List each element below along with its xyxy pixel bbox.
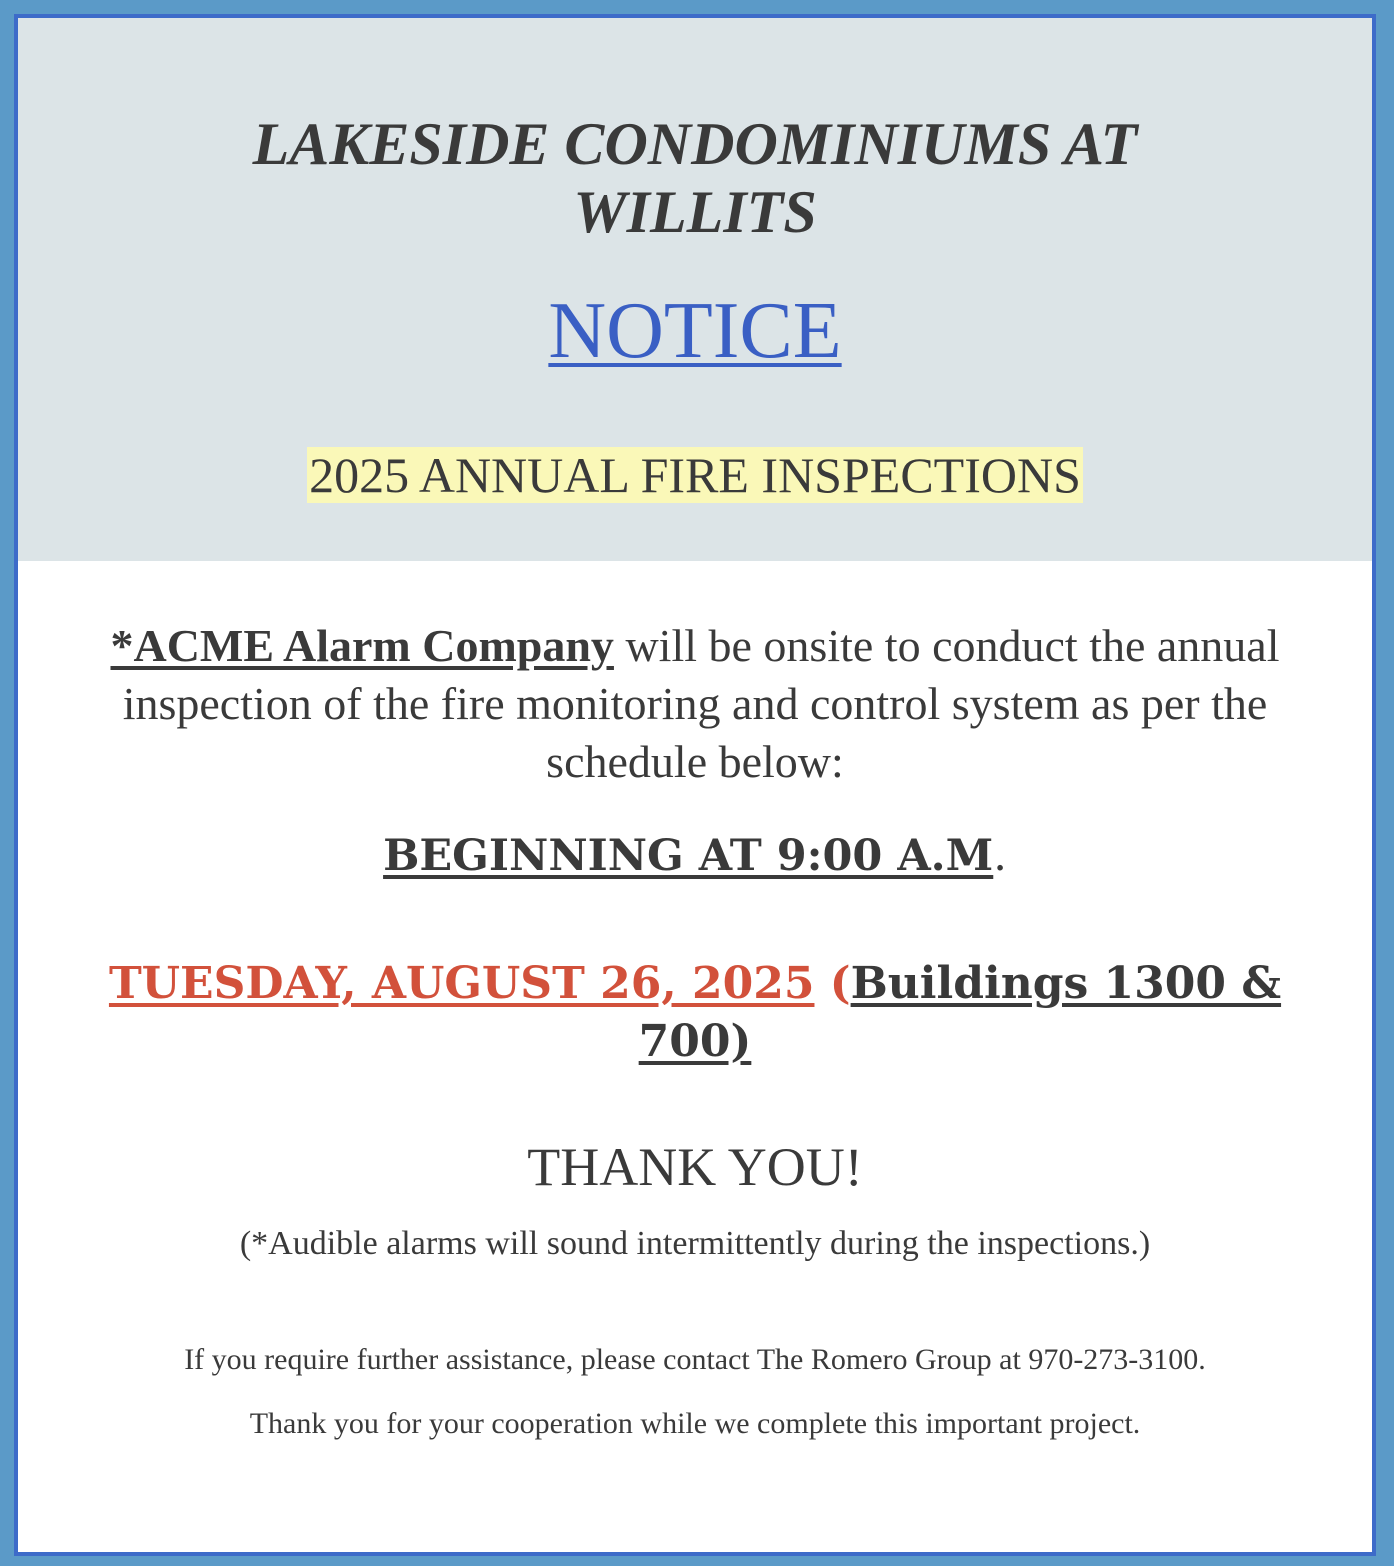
start-time-line	[18, 829, 1372, 883]
closing-message: Thank you for your cooperation while we complete this important project.	[249, 1407, 1141, 1440]
subject-highlight: 2025 ANNUAL FIRE INSPECTIONS	[309, 447, 1081, 503]
inspection-date: TUESDAY, AUGUST 26, 2025	[108, 958, 815, 1009]
notice-heading	[18, 286, 1372, 376]
thank-you-heading: THANK YOU!	[527, 1137, 863, 1197]
paren-open: (	[814, 958, 851, 1009]
schedule-line	[95, 955, 1295, 1071]
start-time-period: .	[993, 831, 1007, 881]
start-time: BEGINNING AT 9:00 A.M	[383, 831, 994, 881]
organization-title: LAKESIDE CONDOMINIUMS AT WILLITS	[252, 111, 1138, 245]
company-name: *ACME Alarm Company	[110, 620, 614, 671]
intro-text: will be onsite to conduct the annual inspection of the fire monitoring and control system as per the schedule below:	[122, 620, 1280, 787]
audible-alarm-note: (*Audible alarms will sound intermittently during the inspections.)	[239, 1225, 1151, 1262]
buildings-list: Buildings 1300 & 700)	[638, 958, 1282, 1067]
subject-line	[18, 446, 1372, 504]
notice-card	[14, 14, 1376, 1556]
intro-paragraph	[95, 617, 1295, 791]
notice-body	[18, 617, 1372, 1443]
notice-link[interactable]: NOTICE	[548, 287, 842, 375]
notice-header	[18, 18, 1372, 561]
contact-info: If you require further assistance, please contact The Romero Group at 970-273-3100.	[184, 1343, 1206, 1376]
